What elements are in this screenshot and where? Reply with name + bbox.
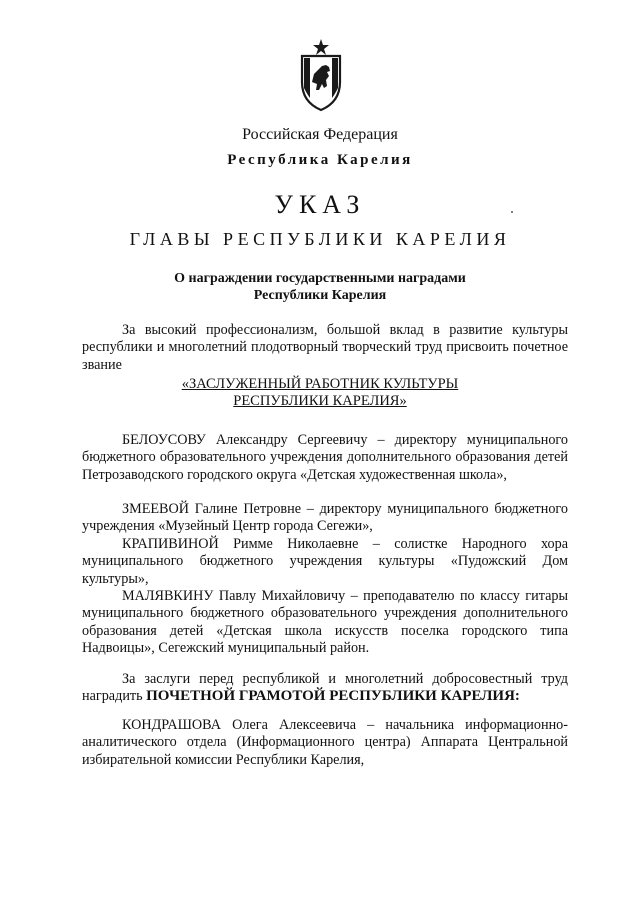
- awardee-paragraph: КОНДРАШОВА Олега Алексеевича – начальника информационно-аналитического отдела (Информационного центра) Аппарата Центральной избирательной комиссии Республики Карелия,: [82, 717, 568, 768]
- country-name: Российская Федерация: [242, 126, 398, 143]
- awardee-paragraph: БЕЛОУСОВУ Александру Сергеевичу – директору муниципального бюджетного образовательного учреждения дополнительного образования детей Петрозаводского городского округа «Детская художественная школа»,: [82, 432, 568, 483]
- subject-line-2: Республики Карелия: [253, 288, 387, 303]
- awardee-paragraph: КРАПИВИНОЙ Римме Николаевне – солистке Народного хора муниципального бюджетного учреждения культуры «Пудожский Дом культуры»,: [82, 536, 568, 587]
- document-subject: [0, 270, 640, 304]
- honorary-title-line-1: «ЗАСЛУЖЕННЫЙ РАБОТНИК КУЛЬТУРЫ: [181, 376, 459, 392]
- awardee-paragraph: МАЛЯВКИНУ Павлу Михайловичу – преподавателю по классу гитары муниципального бюджетного образовательного учреждения дополнительного образования детей «Детская школа искусств поселка городского типа Надвоицы», Сегежский муниципальный район.: [82, 588, 568, 657]
- coat-of-arms-icon: [296, 38, 346, 112]
- awardee-paragraph: ЗМЕЕВОЙ Галине Петровне – директору муниципального бюджетного учреждения «Музейный Центр города Сегежи»,: [82, 501, 568, 535]
- document-type: УКАЗ: [274, 190, 366, 219]
- subject-line-1: О награждении государственными наградами: [174, 271, 466, 286]
- merit-intro: За заслуги перед республикой и многолетний добросовестный труд наградить: [82, 671, 568, 705]
- intro-paragraph: За высокий профессионализм, большой вклад в развитие культуры республики и многолетний плодотворный творческий труд присвоить почетное звание: [82, 322, 568, 373]
- honorary-title-line-2: РЕСПУБЛИКИ КАРЕЛИЯ»: [233, 393, 407, 409]
- republic-name: Республика Карелия: [227, 152, 413, 168]
- merit-paragraph: [82, 671, 568, 706]
- scan-speck: [511, 211, 513, 213]
- merit-award-name: ПОЧЕТНОЙ ГРАМОТОЙ РЕСПУБЛИКИ КАРЕЛИЯ:: [146, 688, 520, 705]
- issuer: ГЛАВЫ РЕСПУБЛИКИ КАРЕЛИЯ: [129, 229, 511, 249]
